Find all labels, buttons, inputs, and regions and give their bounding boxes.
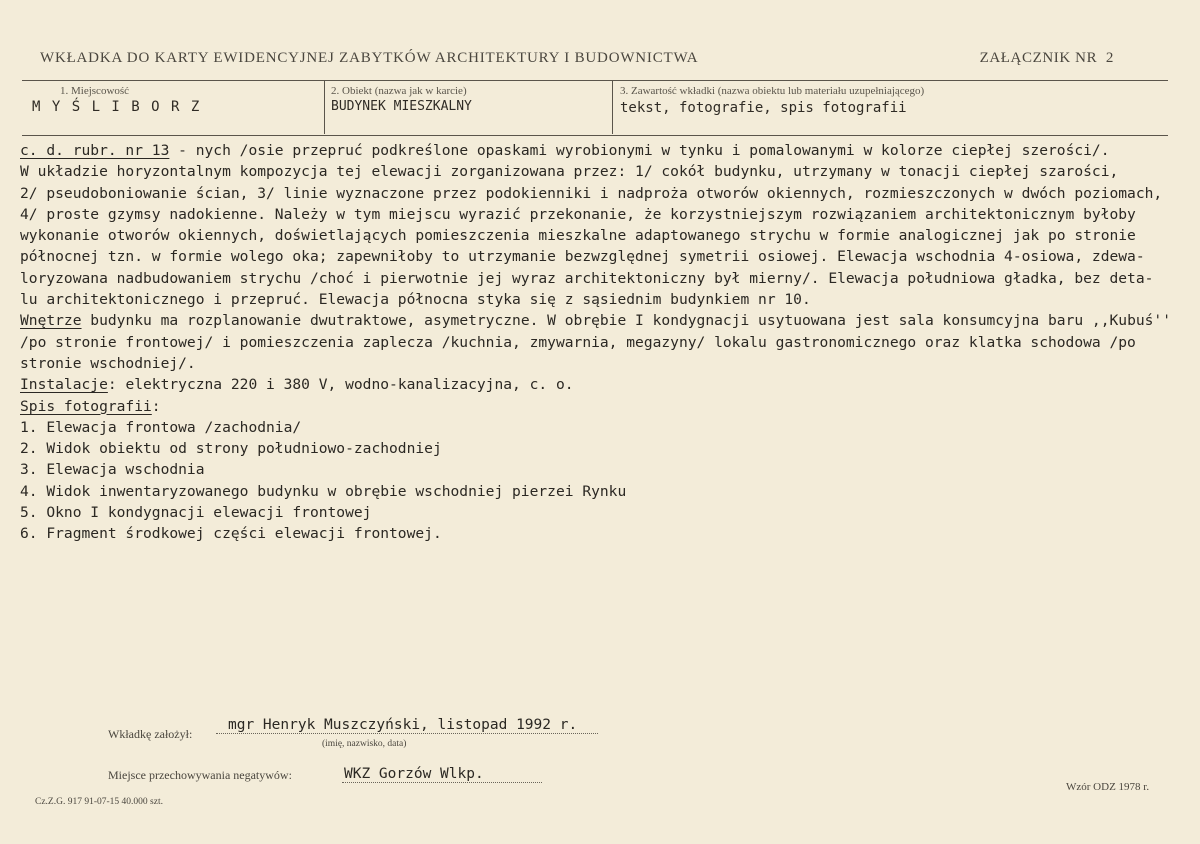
photo-list-item: 1. Elewacja frontowa /zachodnia/ [20,418,302,436]
body-line: budynku ma rozplanowanie dwutraktowe, asymetryczne. W obrębie I kondygnacji usytuowana jest sala konsumcyjna baru ,,Kubuś'' [81,312,1172,330]
location-value: M Y Ś L I B O R Z [32,99,201,115]
photo-list-item: 5. Okno I kondygnacji elewacji frontowej [20,504,372,522]
body-line: loryzowana nadbudowaniem strychu /choć i pierwotnie jej wyraz architektoniczny był mierny/. Elewacja południowa gładka, bez deta- [20,269,1154,287]
photos-heading: Spis fotografii [20,397,152,415]
body-line: północnej tzn. w formie wolego oka; zapewniłoby to utrzymanie bezwzględnej symetrii osiowej. Elewacja wschodnia 4-osiowa, zdewa- [20,248,1145,266]
photo-list-item: 4. Widok inwentaryzowanego budynku w obrębie wschodniej pierzei Rynku [20,482,627,500]
body-line: - nych /osie przepruć podkreślone opaskami wyrobionymi w tynku i pomalowanymi w kolorze ciepłej szerości/. [169,142,1110,159]
installations-heading: Instalacje [20,376,108,394]
continuation-reference: c. d. rubr. nr 13 [20,142,170,159]
attachment-value: 2 [1105,50,1114,66]
photo-list-item: 6. Fragment środkowej części elewacji frontowej. [20,525,442,543]
form-title: WKŁADKA DO KARTY EWIDENCYJNEJ ZABYTKÓW ARCHITEKTURY I BUDOWNICTWA [40,50,699,66]
table-divider [612,80,613,134]
typed-text [20,140,1190,545]
storage-label: Miejsce przechowywania negatywów: [108,768,292,782]
body-line: 2/ pseudoboniowanie ścian, 3/ linie wyznaczone przez podokienniki i nadproża otworów okiennych, rozmieszczonych w dwóch poziomach, [20,184,1163,202]
print-code: Cz.Z.G. 917 91-07-15 40.000 szt. [35,797,163,807]
photos-heading-colon: : [151,397,161,415]
form-model: Wzór ODZ 1978 r. [1066,781,1150,793]
created-by-label: Wkładkę założył: [108,727,193,741]
interior-heading: Wnętrze [20,312,82,330]
created-by-value: mgr Henryk Muszczyński, listopad 1992 r. [216,717,598,734]
photo-list-item: 3. Elewacja wschodnia [20,461,205,479]
body-line: wykonanie otworów okiennych, doświetlających pomieszczenia mieszkalne adaptowanego strychu w formie analogicznej jak po stronie [20,227,1136,245]
photo-list-item: 2. Widok obiektu od strony południowo-zachodniej [20,440,442,458]
body-line: : elektryczna 220 i 380 V, wodno-kanalizacyjna, c. o. [107,376,574,394]
body-line: /po stronie frontowej/ i pomieszczenia zaplecza /kuchnia, zmywarnia, megazyny/ lokalu gastronomicznego oraz klatka schodowa /po [20,333,1136,351]
object-label: 2. Obiekt (nazwa jak w karcie) [331,85,467,97]
created-by-hint: (imię, nazwisko, data) [322,739,407,749]
location-label: 1. Miejscowość [60,85,130,97]
body-line: 4/ proste gzymsy nadokienne. Należy w tym miejscu wyrazić przekonanie, że korzystniejszym rozwiązaniem architektonicznym byłoby [20,205,1136,223]
table-divider [324,80,325,134]
attachment-label: ZAŁĄCZNIK NR [979,50,1098,66]
contents-value: tekst, fotografie, spis fotografii [620,100,907,116]
attachment-number [980,50,1114,67]
body-line: lu architektonicznego i przepruć. Elewacja północna styka się z sąsiednim budynkiem nr 10. [20,291,811,309]
contents-label: 3. Zawartość wkładki (nazwa obiektu lub materiału uzupełniającego) [620,85,925,97]
object-value: BUDYNEK MIESZKALNY [331,99,472,114]
body-line: W układzie horyzontalnym kompozycja tej elewacji zorganizowana przez: 1/ cokół budynku, utrzymany w tonacji ciepłej szarości, [20,163,1119,181]
storage-value: WKZ Gorzów Wlkp. [342,766,542,783]
body-line: stronie wschodniej/. [20,354,196,372]
